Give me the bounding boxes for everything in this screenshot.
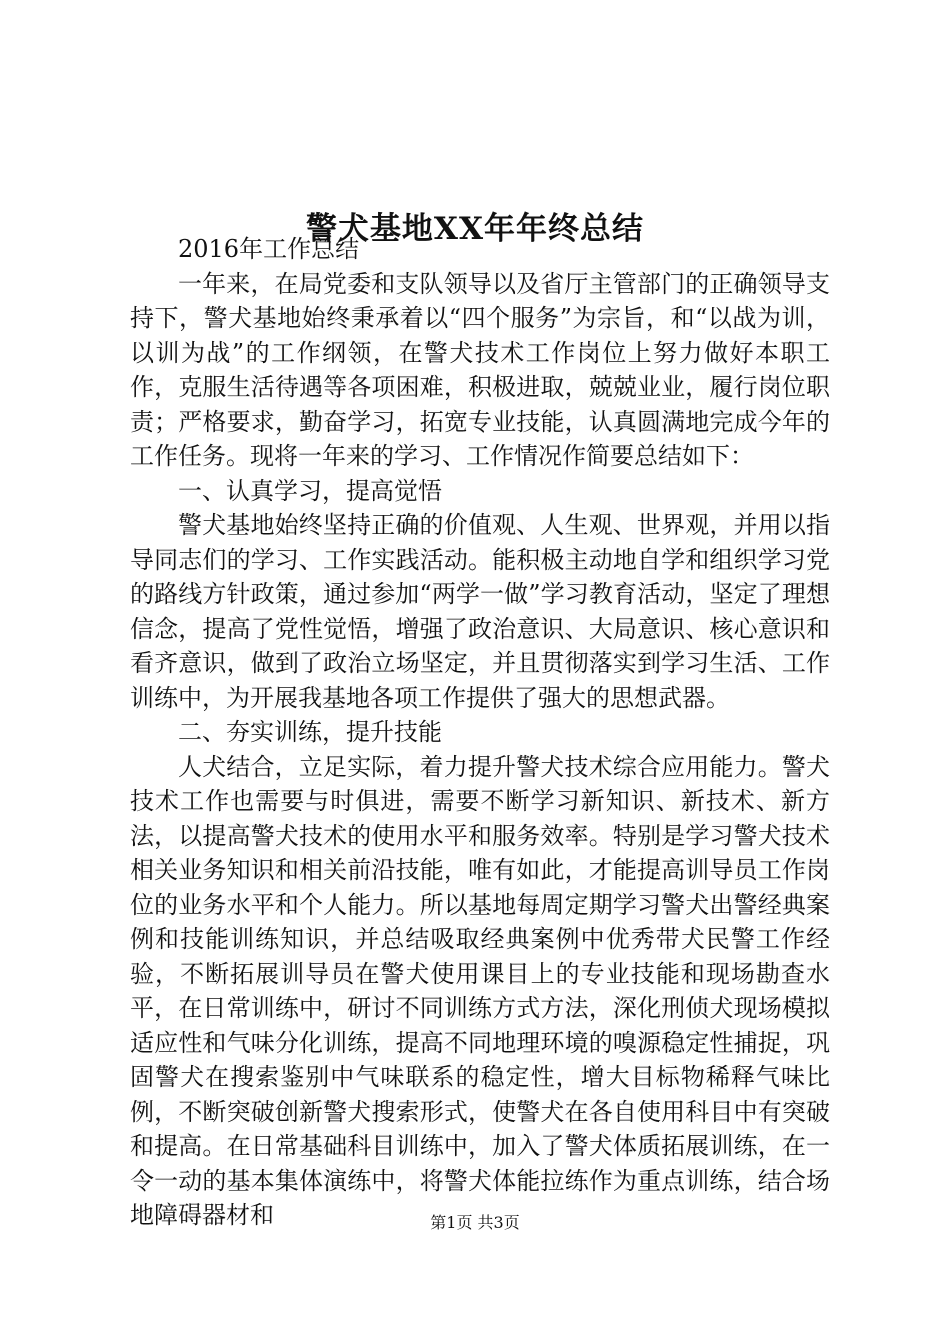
page-number-footer: 第1页 共3页	[430, 1213, 520, 1232]
section-heading-training: 二、夯实训练，提升技能	[178, 718, 442, 746]
document-body	[130, 232, 830, 1233]
paragraph-year-heading: 2016年工作总结	[178, 235, 360, 263]
document-title: 警犬基地XX年年终总结	[305, 210, 645, 247]
section-heading-study: 一、认真学习，提高觉悟	[178, 476, 442, 505]
paragraph-study: 警犬基地始终坚持正确的价值观、人生观、世界观，并用以指导同志们的学习、工作实践活动。能积极主动地自学和组织学习党的路线方针政策，通过参加“两学一做”学习教育活动，坚定了理想信念，提高了党性觉悟，增强了政治意识、大局意识、核心意识和看齐意识，做到了政治立场坚定，并且贯彻落实到学习生活、工作训练中，为开展我基地各项工作提供了强大的思想武器。	[130, 511, 830, 712]
paragraph-intro: 一年来，在局党委和支队领导以及省厅主管部门的正确领导支持下，警犬基地始终秉承着以“四个服务”为宗旨，和“以战为训，以训为战”的工作纲领，在警犬技术工作岗位上努力做好本职工作，克服生活待遇等各项困难，积极进取，兢兢业业，履行岗位职责；严格要求，勤奋学习，拓宽专业技能，认真圆满地完成今年的工作任务。现将一年来的学习、工作情况作简要总结如下：	[130, 269, 830, 470]
paragraph-training: 人犬结合，立足实际，着力提升警犬技术综合应用能力。警犬技术工作也需要与时俱进，需要不断学习新知识、新技术、新方法，以提高警犬技术的使用水平和服务效率。特别是学习警犬技术相关业务知识和相关前沿技能，唯有如此，才能提高训导员工作岗位的业务水平和个人能力。所以基地每周定期学习警犬出警经典案例和技能训练知识，并总结吸取经典案例中优秀带犬民警工作经验，不断拓展训导员在警犬使用课目上的专业技能和现场勘查水平，在日常训练中，研讨不同训练方式方法，深化刑侦犬现场模拟适应性和气味分化训练，提高不同地理环境的嗅源稳定性捕捉，巩固警犬在搜索鉴别中气味联系的稳定性，增大目标物稀释气味比例，不断突破创新警犬搜索形式，使警犬在各自使用科目中有突破和提高。在日常基础科目训练中，加入了警犬体质拓展训练，在一令一动的基本集体演练中，将警犬体能拉练作为重点训练，结合场地障碍器材和	[130, 752, 830, 1229]
